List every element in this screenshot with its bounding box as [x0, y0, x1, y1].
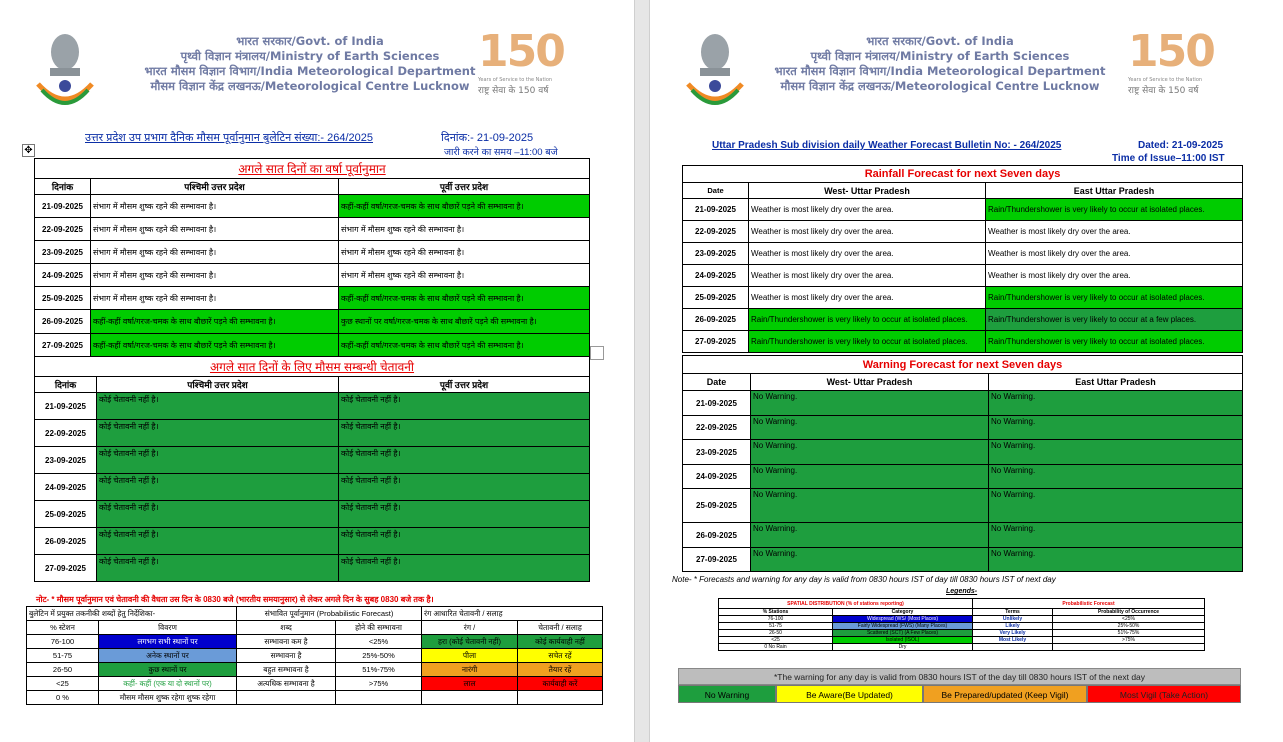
warning-row — [35, 555, 590, 582]
validity-note: नोट- * मौसम पूर्वानुमान एवं चेतावनी की वैधता उस दिन के 0830 बजे (भारतीय समयानुसार) से लेकर अगले दिन के सुबह 0830 बजे तक है। — [36, 595, 434, 604]
row-west: No Warning. — [751, 440, 989, 465]
logo-hindi: राष्ट्र सेवा के 150 वर्ष — [1128, 86, 1199, 96]
row-west: संभाग में मौसम शुष्क रहने की सम्भावना है। — [91, 287, 339, 310]
row-date: 25-09-2025 — [683, 489, 751, 523]
rain-row — [35, 334, 590, 357]
row-date: 25-09-2025 — [35, 287, 91, 310]
row-east: संभाग में मौसम शुष्क रहने की सम्भावना है। — [339, 264, 590, 287]
sp-prob: 25%-50% — [1053, 623, 1205, 630]
color-legend-item: Be Aware(Be Updated) — [776, 685, 923, 703]
row-date: 27-09-2025 — [683, 548, 751, 572]
row-east: कहीं-कहीं वर्षा/गरज-चमक के साथ बौछारें पड़ने की सम्भावना है। — [339, 287, 590, 310]
legend-sub5: रंग / — [422, 621, 518, 635]
warning-row — [683, 548, 1243, 572]
warning-row — [35, 447, 590, 474]
sp-term: Likely — [973, 623, 1053, 630]
sp-term: Unlikely — [973, 616, 1053, 623]
legend-action: सचेत रहें — [518, 649, 603, 663]
color-legend-item: Be Prepared/updated (Keep Vigil) — [923, 685, 1087, 703]
bulletin-date: Dated: 21-09-2025 — [1138, 140, 1224, 151]
row-west: कोई चेतावनी नहीं है। — [97, 501, 339, 528]
header-line-govt: भारत सरकार/Govt. of India — [866, 34, 1014, 48]
prob-title: Probabilistic Forecast — [973, 599, 1205, 609]
warning-row — [35, 501, 590, 528]
legends-title: Legends- — [946, 588, 978, 595]
legend-color — [422, 691, 518, 705]
spatial-row — [719, 630, 1205, 637]
spatial-row — [719, 616, 1205, 623]
bulletin-title: Uttar Pradesh Sub division daily Weather Forecast Bulletin No: - 264/2025 — [712, 140, 1062, 151]
header-text — [770, 34, 1110, 94]
sp-cat: Dry — [833, 644, 973, 651]
row-date: 24-09-2025 — [35, 264, 91, 287]
legend-color: नारंगी — [422, 663, 518, 677]
warning-row — [35, 420, 590, 447]
row-date: 22-09-2025 — [35, 420, 97, 447]
legend-color: हरा (कोई चेतावनी नहीं) — [422, 635, 518, 649]
rain-row — [35, 218, 590, 241]
col-date: Date — [683, 374, 751, 391]
rain-row — [683, 309, 1243, 331]
row-west: संभाग में मौसम शुष्क रहने की सम्भावना है। — [91, 218, 339, 241]
row-east: Rain/Thundershower is very likely to occur at a few places. — [986, 309, 1243, 331]
national-emblem-icon — [680, 24, 750, 108]
warning-row — [683, 465, 1243, 489]
rain-row — [35, 310, 590, 334]
row-west: कोई चेतावनी नहीं है। — [97, 393, 339, 420]
left-header — [0, 18, 634, 113]
sp-pct: 76-100 — [719, 616, 833, 623]
header-line-centre: मौसम विज्ञान केंद्र लखनऊ/Meteorological Centre Lucknow — [150, 79, 470, 93]
bulletin-date: दिनांक:- 21-09-2025 — [441, 132, 534, 144]
issue-time: Time of Issue–11:00 IST — [1112, 153, 1225, 164]
row-west: संभाग में मौसम शुष्क रहने की सम्भावना है। — [91, 241, 339, 264]
issue-time: जारी करने का समय –11:00 बजे — [444, 147, 558, 158]
spatial-title: SPATIAL DISTRIBUTION (% of stations reporting) — [719, 599, 973, 609]
bulletin-title: उत्तर प्रदेश उप प्रभाग दैनिक मौसम पूर्वानुमान बुलेटिन संख्या:- 264/2025 — [85, 132, 373, 144]
row-date: 25-09-2025 — [35, 501, 97, 528]
right-header — [650, 18, 1283, 113]
header-line-ministry: पृथ्वी विज्ञान मंत्रालय/Ministry of Earth Sciences — [810, 49, 1070, 63]
sp-prob: >75% — [1053, 637, 1205, 644]
sp-cat: Widespread (WS/ (Most Places) — [833, 616, 973, 623]
legend-row — [27, 635, 603, 649]
hindi-rain-table — [34, 158, 590, 357]
sp-pct: 0 No Rain — [719, 644, 833, 651]
sp-pct: 51-75 — [719, 623, 833, 630]
row-date: 24-09-2025 — [35, 474, 97, 501]
legend-desc: कहीं- कहीं (एक या दो स्थानों पर) — [99, 677, 237, 691]
col-date: दिनांक — [35, 377, 97, 393]
row-east: कोई चेतावनी नहीं है। — [339, 501, 590, 528]
header-line-govt: भारत सरकार/Govt. of India — [236, 34, 384, 48]
national-emblem-icon — [30, 24, 100, 108]
logo-number: 150 — [1128, 26, 1214, 77]
col-east: East Uttar Pradesh — [989, 374, 1243, 391]
row-east: No Warning. — [989, 548, 1243, 572]
sp-term: Most Likely — [973, 637, 1053, 644]
row-west: कहीं-कहीं वर्षा/गरज-चमक के साथ बौछारें पड़ने की सम्भावना है। — [91, 310, 339, 334]
legend-word: अत्यधिक सम्भावना है — [237, 677, 336, 691]
warning-row — [35, 474, 590, 501]
legend-row — [27, 677, 603, 691]
english-warning-table — [682, 355, 1243, 572]
logo-subtitle: Years of Service to the Nation — [478, 77, 553, 83]
row-date: 25-09-2025 — [683, 287, 749, 309]
row-date: 21-09-2025 — [683, 199, 749, 221]
validity-note: Note- * Forecasts and warning for any day is valid from 0830 hours IST of day till 0830 hours IST of next day — [672, 575, 1056, 584]
header-line-ministry: पृथ्वी विज्ञान मंत्रालय/Ministry of Earth Sciences — [180, 49, 440, 63]
row-date: 21-09-2025 — [683, 391, 751, 416]
sp-h1: % Stations — [719, 609, 833, 616]
sp-prob: 51%-75% — [1053, 630, 1205, 637]
legend-prob: 51%-75% — [336, 663, 422, 677]
row-west: No Warning. — [751, 391, 989, 416]
col-date: Date — [683, 183, 749, 199]
row-east: No Warning. — [989, 416, 1243, 440]
row-east: कहीं-कहीं वर्षा/गरज-चमक के साथ बौछारें पड़ने की सम्भावना है। — [339, 195, 590, 218]
row-east: Weather is most likely dry over the area. — [986, 243, 1243, 265]
row-date: 21-09-2025 — [35, 393, 97, 420]
sp-term — [973, 644, 1053, 651]
legend-h1: बुलेटिन में प्रयुक्त तकनीकी शब्दों हेतु निर्देशिका- — [27, 607, 237, 621]
warn-caption: Warning Forecast for next Seven days — [683, 356, 1243, 374]
legend-desc: अनेक स्थानों पर — [99, 649, 237, 663]
row-west: Rain/Thundershower is very likely to occur at isolated places. — [749, 331, 986, 353]
row-date: 23-09-2025 — [35, 241, 91, 264]
row-west: संभाग में मौसम शुष्क रहने की सम्भावना है। — [91, 195, 339, 218]
col-west: पश्चिमी उत्तर प्रदेश — [97, 377, 339, 393]
row-west: No Warning. — [751, 523, 989, 548]
legend-pct: 51-75 — [27, 649, 99, 663]
legend-sub6: चेतावनी / सलाह — [518, 621, 603, 635]
legend-color: पीला — [422, 649, 518, 663]
legend-pct: 26-50 — [27, 663, 99, 677]
row-date: 24-09-2025 — [683, 465, 751, 489]
row-date: 22-09-2025 — [35, 218, 91, 241]
color-legend-item: Most Vigil (Take Action) — [1087, 685, 1241, 703]
row-west: कोई चेतावनी नहीं है। — [97, 447, 339, 474]
row-date: 26-09-2025 — [683, 523, 751, 548]
warning-row — [683, 416, 1243, 440]
spatial-row — [719, 637, 1205, 644]
legend-word — [237, 691, 336, 705]
row-east: Rain/Thundershower is very likely to occur at isolated places. — [986, 287, 1243, 309]
row-east: No Warning. — [989, 489, 1243, 523]
row-east: No Warning. — [989, 391, 1243, 416]
rain-row — [683, 287, 1243, 309]
legend-sub4: होने की सम्भावना — [336, 621, 422, 635]
row-date: 27-09-2025 — [683, 331, 749, 353]
row-west: कोई चेतावनी नहीं है। — [97, 555, 339, 582]
color-legend-bar — [678, 685, 1241, 703]
col-east: पूर्वी उत्तर प्रदेश — [339, 377, 590, 393]
col-east: East Uttar Pradesh — [986, 183, 1243, 199]
row-west: Weather is most likely dry over the area. — [749, 243, 986, 265]
warning-row — [683, 391, 1243, 416]
col-east: पूर्वी उत्तर प्रदेश — [339, 179, 590, 195]
row-west: Weather is most likely dry over the area. — [749, 221, 986, 243]
col-west: West- Uttar Pradesh — [751, 374, 989, 391]
sp-prob: <25% — [1053, 616, 1205, 623]
row-west: कोई चेतावनी नहीं है। — [97, 420, 339, 447]
rain-row — [35, 241, 590, 264]
row-east: No Warning. — [989, 523, 1243, 548]
row-date: 27-09-2025 — [35, 555, 97, 582]
warning-validity-bar: *The warning for any day is valid from 0830 hours IST of the day till 0830 hours IST of the next day — [678, 668, 1241, 685]
english-bulletin-page — [650, 0, 1283, 742]
sp-h2: Category — [833, 609, 973, 616]
row-west: No Warning. — [751, 548, 989, 572]
rain-caption: Rainfall Forecast for next Seven days — [683, 166, 1243, 183]
row-west: No Warning. — [751, 416, 989, 440]
row-east: कोई चेतावनी नहीं है। — [339, 393, 590, 420]
warn-caption: अगले सात दिनों के लिए मौसम सम्बन्धी चेतावनी — [35, 357, 590, 377]
legend-row — [27, 691, 603, 705]
warning-row — [683, 523, 1243, 548]
warning-row — [35, 393, 590, 420]
sp-pct: 26-50 — [719, 630, 833, 637]
english-rain-table — [682, 165, 1243, 353]
spatial-row — [719, 644, 1205, 651]
row-east: संभाग में मौसम शुष्क रहने की सम्भावना है। — [339, 241, 590, 264]
legend-row — [27, 663, 603, 677]
rain-row — [683, 331, 1243, 353]
row-date: 26-09-2025 — [683, 309, 749, 331]
row-date: 26-09-2025 — [35, 528, 97, 555]
spatial-legend-table — [718, 598, 1205, 651]
legend-action: कोई कार्यवाही नहीं — [518, 635, 603, 649]
row-date: 23-09-2025 — [35, 447, 97, 474]
legend-prob — [336, 691, 422, 705]
header-text — [140, 34, 480, 94]
logo-number: 150 — [478, 26, 564, 77]
color-legend-item: No Warning — [678, 685, 776, 703]
row-east: कोई चेतावनी नहीं है। — [339, 555, 590, 582]
table-move-handle-icon[interactable]: ✥ — [22, 144, 35, 157]
sp-cat: Fairly Widespread (FWS) (Many Places) — [833, 623, 973, 630]
col-west: West- Uttar Pradesh — [749, 183, 986, 199]
legend-desc: मौसम मौसम शुष्क रहेगा शुष्क रहेगा — [99, 691, 237, 705]
row-east: Weather is most likely dry over the area. — [986, 265, 1243, 287]
rain-row — [35, 264, 590, 287]
legend-word: सम्भावना कम है — [237, 635, 336, 649]
legend-sub3: शब्द — [237, 621, 336, 635]
warning-row — [683, 489, 1243, 523]
legend-pct: 0 % — [27, 691, 99, 705]
header-line-imd: भारत मौसम विज्ञान विभाग/India Meteorological Department — [774, 64, 1106, 78]
legend-action — [518, 691, 603, 705]
row-date: 22-09-2025 — [683, 221, 749, 243]
hindi-warning-table — [34, 356, 590, 582]
sp-pct: <25 — [719, 637, 833, 644]
row-east: कोई चेतावनी नहीं है। — [339, 474, 590, 501]
rain-row — [683, 265, 1243, 287]
legend-action: तैयार रहें — [518, 663, 603, 677]
row-date: 23-09-2025 — [683, 243, 749, 265]
logo-subtitle: Years of Service to the Nation — [1128, 77, 1203, 83]
row-date: 27-09-2025 — [35, 334, 91, 357]
row-west: Weather is most likely dry over the area. — [749, 287, 986, 309]
table-resize-handle[interactable] — [590, 346, 604, 360]
row-east: संभाग में मौसम शुष्क रहने की सम्भावना है। — [339, 218, 590, 241]
row-date: 21-09-2025 — [35, 195, 91, 218]
spatial-row — [719, 623, 1205, 630]
row-west: संभाग में मौसम शुष्क रहने की सम्भावना है। — [91, 264, 339, 287]
row-date: 26-09-2025 — [35, 310, 91, 334]
row-west: No Warning. — [751, 465, 989, 489]
legend-pct: 76-100 — [27, 635, 99, 649]
row-date: 22-09-2025 — [683, 416, 751, 440]
row-date: 24-09-2025 — [683, 265, 749, 287]
legend-h2: संभावित पूर्वानुमान (Probabilistic Forecast) — [237, 607, 422, 621]
hindi-legend-table — [26, 606, 603, 705]
page-gutter — [634, 0, 650, 742]
col-west: पश्चिमी उत्तर प्रदेश — [91, 179, 339, 195]
row-east: Rain/Thundershower is very likely to occur at isolated places. — [986, 331, 1243, 353]
row-west: Weather is most likely dry over the area. — [749, 199, 986, 221]
rain-row — [35, 195, 590, 218]
row-west: कोई चेतावनी नहीं है। — [97, 474, 339, 501]
header-line-imd: भारत मौसम विज्ञान विभाग/India Meteorological Department — [144, 64, 476, 78]
sp-prob — [1053, 644, 1205, 651]
row-west: Rain/Thundershower is very likely to occur at isolated places. — [749, 309, 986, 331]
legend-row — [27, 649, 603, 663]
sp-cat: Scattered (SCT) (A Few Places) — [833, 630, 973, 637]
row-west: Weather is most likely dry over the area. — [749, 265, 986, 287]
row-east: कोई चेतावनी नहीं है। — [339, 420, 590, 447]
legend-pct: <25 — [27, 677, 99, 691]
legend-prob: <25% — [336, 635, 422, 649]
sp-cat: Isolated (ISOL) — [833, 637, 973, 644]
rain-caption: अगले सात दिनों का वर्षा पूर्वानुमान — [35, 159, 590, 179]
row-west: कहीं-कहीं वर्षा/गरज-चमक के साथ बौछारें पड़ने की सम्भावना है। — [91, 334, 339, 357]
rain-row — [35, 287, 590, 310]
warning-row — [683, 440, 1243, 465]
row-west: No Warning. — [751, 489, 989, 523]
row-west: कोई चेतावनी नहीं है। — [97, 528, 339, 555]
legend-word: बहुत सम्भावना है — [237, 663, 336, 677]
header-line-centre: मौसम विज्ञान केंद्र लखनऊ/Meteorological Centre Lucknow — [780, 79, 1100, 93]
legend-word: सम्भावना है — [237, 649, 336, 663]
row-east: Rain/Thundershower is very likely to occur at isolated places. — [986, 199, 1243, 221]
row-east: No Warning. — [989, 465, 1243, 489]
legend-h3: रंग आधारित चेतावनी / सलाह — [422, 607, 603, 621]
row-east: कुछ स्थानों पर वर्षा/गरज-चमक के साथ बौछारें पड़ने की सम्भावना है। — [339, 310, 590, 334]
row-east: कहीं-कहीं वर्षा/गरज-चमक के साथ बौछारें पड़ने की सम्भावना है। — [339, 334, 590, 357]
row-date: 23-09-2025 — [683, 440, 751, 465]
row-east: कोई चेतावनी नहीं है। — [339, 528, 590, 555]
legend-color: लाल — [422, 677, 518, 691]
col-date: दिनांक — [35, 179, 91, 195]
row-east: No Warning. — [989, 440, 1243, 465]
sp-term: Very Likely — [973, 630, 1053, 637]
row-east: Weather is most likely dry over the area. — [986, 221, 1243, 243]
legend-desc: कुछ स्थानों पर — [99, 663, 237, 677]
legend-desc: लगभग सभी स्थानों पर — [99, 635, 237, 649]
rain-row — [683, 221, 1243, 243]
rain-row — [683, 243, 1243, 265]
imd-150-logo — [478, 26, 588, 106]
legend-sub2: विवरण — [99, 621, 237, 635]
row-east: कोई चेतावनी नहीं है। — [339, 447, 590, 474]
sp-h4: Probability of Occurrence — [1053, 609, 1205, 616]
logo-hindi: राष्ट्र सेवा के 150 वर्ष — [478, 86, 549, 96]
legend-prob: 25%-50% — [336, 649, 422, 663]
legend-prob: >75% — [336, 677, 422, 691]
imd-150-logo — [1128, 26, 1238, 106]
legend-action: कार्यवाही करें — [518, 677, 603, 691]
hindi-bulletin-page — [0, 0, 634, 742]
rain-row — [683, 199, 1243, 221]
legend-sub1: % स्टेशन — [27, 621, 99, 635]
warning-row — [35, 528, 590, 555]
sp-h3: Terms — [973, 609, 1053, 616]
